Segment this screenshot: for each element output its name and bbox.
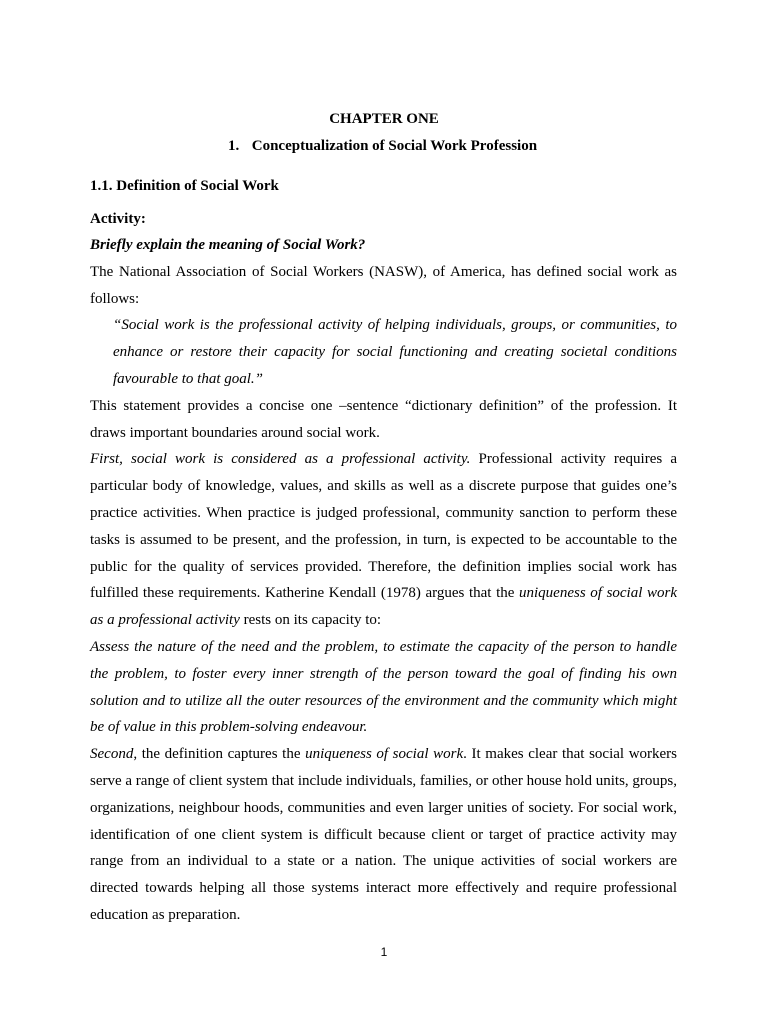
paragraph-second-point: [90, 741, 677, 929]
second-point-lead: Second: [90, 746, 134, 763]
first-point-lead: First, social work is considered as a professional activity.: [90, 451, 471, 468]
section-number: 1.: [228, 138, 240, 154]
document-body: [90, 232, 677, 929]
subsection-title: 1.1. Definition of Social Work: [90, 178, 279, 194]
paragraph-first-point: [90, 446, 677, 634]
nasw-definition-quote: “Social work is the professional activity of helping individuals, groups, or communities, to enhance or restore their capacity for social functioning and creating societal conditions favourable to that goal.”: [113, 317, 677, 387]
first-point-emphasis: uniqueness of social work as a professional activity: [90, 585, 678, 629]
activity-question: Briefly explain the meaning of Social Work?: [90, 237, 366, 253]
kendall-quote: Assess the nature of the need and the problem, to estimate the capacity of the person to handle the problem, to foster every inner strength of the person toward the goal of finding his own solution and to utilize all the outer resources of the environment and the community which might be of value in this problem-solving endeavour.: [90, 638, 677, 736]
chapter-title: CHAPTER ONE: [329, 111, 439, 127]
section-title: Conceptualization of Social Work Profession: [251, 138, 538, 154]
paragraph-statement: This statement provides a concise one –sentence “dictionary definition” of the profession. It draws important boundaries around social work.: [90, 397, 677, 441]
second-point-intro: , the definition captures the: [133, 746, 306, 763]
second-point-body: . It makes clear that social workers serve a range of client system that include individuals, families, or other house hold units, groups, organizations, neighbour hoods, communities and even larger unities of society. For social work, identification of one client system is difficult because client or target of practice activity may range from an individual to a state or a nation. The unique activities of social workers are directed towards helping all those systems interact more effectively and require professional education as preparation.: [90, 746, 678, 923]
activity-label: Activity:: [90, 211, 146, 227]
page-number: 1: [380, 945, 388, 959]
paragraph-nasw-intro: The National Association of Social Workers (NASW), of America, has defined social work as follows:: [90, 263, 677, 307]
section-heading: [228, 136, 537, 156]
first-point-tail: rests on its capacity to:: [239, 612, 382, 629]
second-point-emphasis: uniqueness of social work: [305, 746, 464, 763]
first-point-body: Professional activity requires a particular body of knowledge, values, and skills as well as a discrete purpose that guides one’s practice activities. When practice is judged professional, community sanction to perform these tasks is assumed to be present, and the profession, in turn, is expected to be accountable to the public for the quality of services provided. Therefore, the definition implies social work has fulfilled these requirements. Katherine Kendall (1978) argues that the: [90, 451, 677, 602]
